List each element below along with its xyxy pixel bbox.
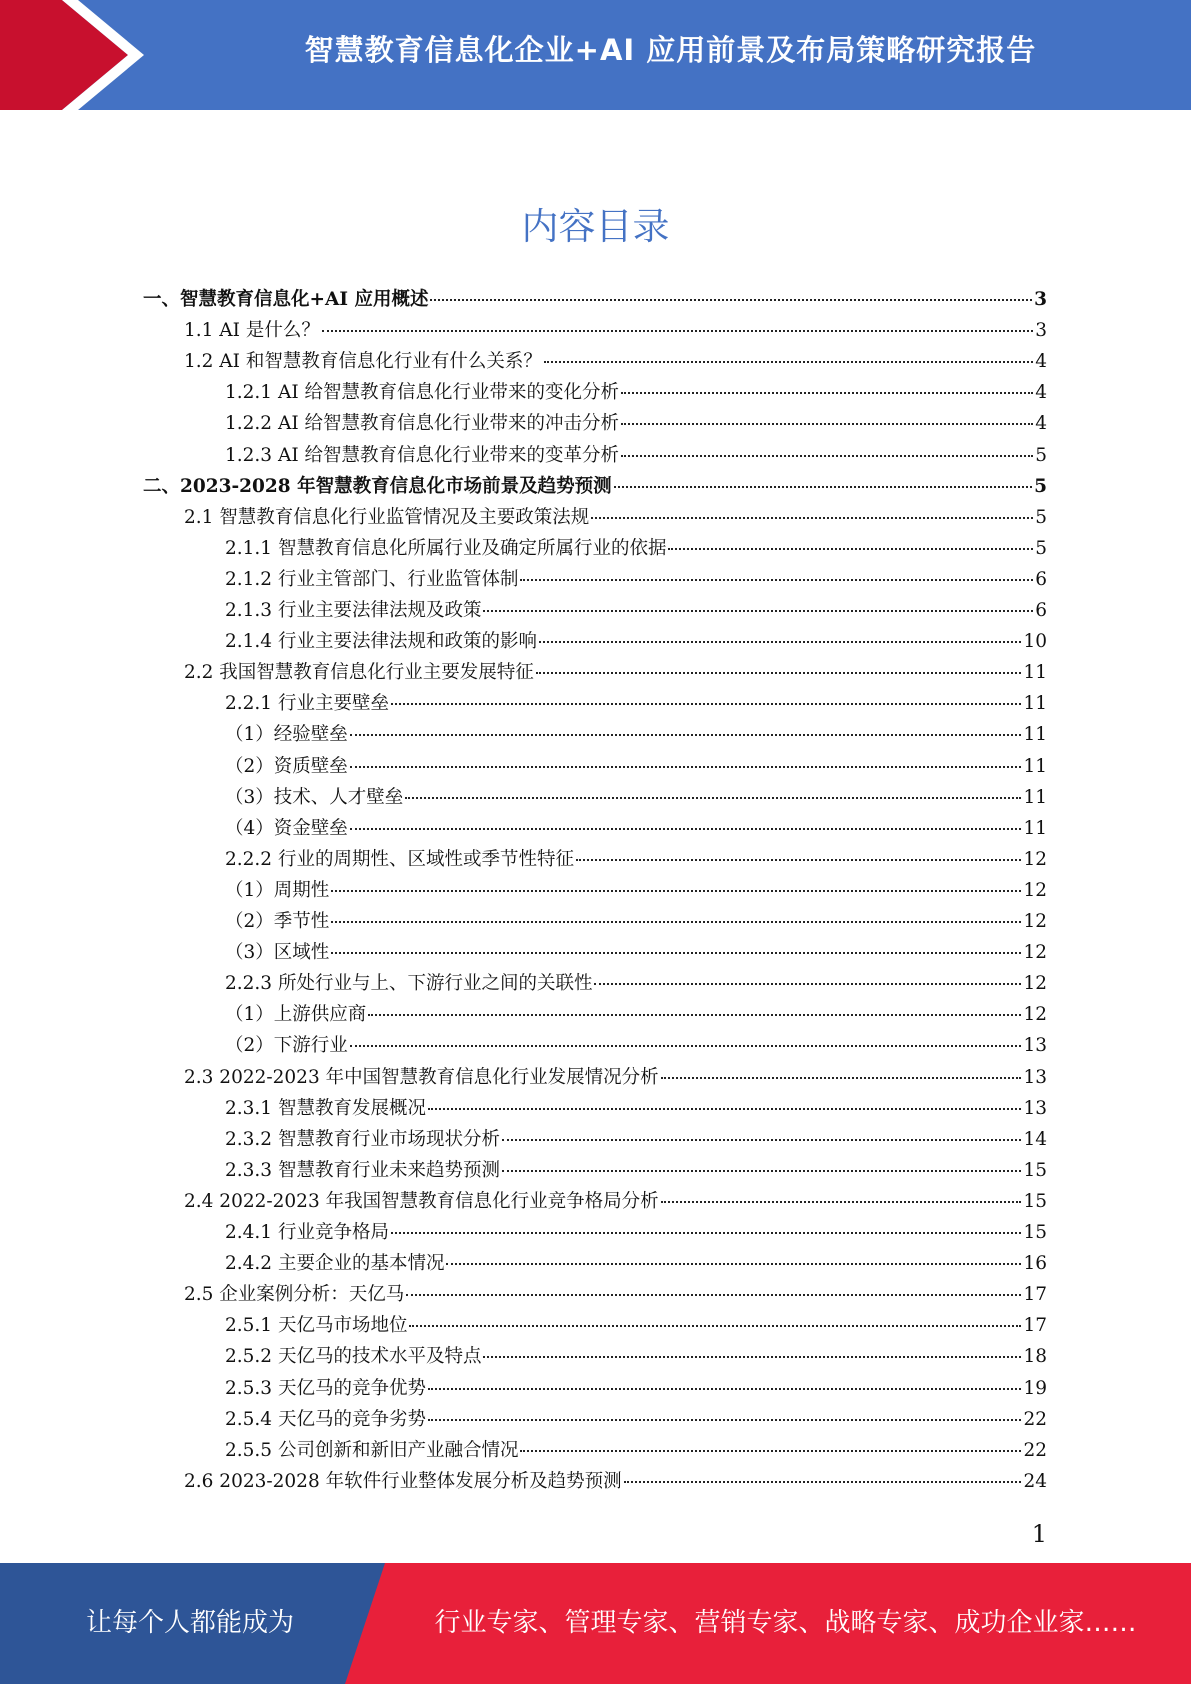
toc-entry-title: 2.4.1 行业竞争格局	[225, 1222, 389, 1243]
toc-entry-title: 2.6 2023-2028 年软件行业整体发展分析及趋势预测	[184, 1470, 622, 1492]
toc-leader-dots	[483, 610, 1033, 612]
toc-entry-page: 16	[1023, 1253, 1047, 1275]
toc-entry[interactable]	[225, 627, 1047, 658]
toc-entry[interactable]	[225, 720, 1047, 751]
toc-entry-title: 2.1.3 行业主要法律法规及政策	[225, 600, 482, 621]
toc-entry-title: 2.5.1 天亿马市场地位	[225, 1315, 408, 1337]
toc-entry-page: 22	[1023, 1439, 1047, 1461]
toc-entry-page: 17	[1023, 1284, 1047, 1306]
toc-entry-page: 5	[1035, 537, 1047, 559]
footer-slogan-left: 让每个人都能成为	[85, 1608, 294, 1638]
toc-entry[interactable]	[184, 1063, 1047, 1094]
toc-leader-dots	[502, 1139, 1021, 1141]
toc-entry-page: 15	[1023, 1159, 1047, 1181]
toc-leader-dots	[544, 361, 1033, 363]
toc-leader-dots	[621, 455, 1033, 457]
toc-entry-title: （1）周期性	[225, 879, 330, 901]
toc-entry-title: 2.1.1 智慧教育信息化所属行业及确定所属行业的依据	[225, 537, 667, 559]
toc-leader-dots	[520, 1450, 1021, 1452]
toc-entry-title: 1.2 AI 和智慧教育信息化行业有什么关系？	[184, 351, 542, 373]
toc-entry-page: 14	[1023, 1128, 1047, 1150]
toc-entry-title: （1）上游供应商	[225, 1004, 367, 1026]
toc-leader-dots	[430, 299, 1032, 301]
toc-entry-title: （2）资质壁垒	[225, 755, 348, 777]
toc-leader-dots	[428, 1419, 1021, 1421]
toc-leader-dots	[576, 859, 1021, 861]
toc-entry-page: 4	[1035, 382, 1047, 404]
toc-leader-dots	[331, 890, 1021, 892]
toc-entry[interactable]	[225, 1374, 1047, 1405]
toc-leader-dots	[591, 517, 1033, 519]
toc-entry-page: 11	[1023, 724, 1047, 746]
toc-leader-dots	[624, 1481, 1022, 1483]
toc-entry-title: 2.3 2022-2023 年中国智慧教育信息化行业发展情况分析	[184, 1066, 659, 1088]
toc-entry-title: 2.5.5 公司创新和新旧产业融合情况	[225, 1439, 519, 1461]
toc-leader-dots	[594, 983, 1021, 985]
toc-entry[interactable]	[225, 876, 1047, 907]
toc-entry-page: 6	[1035, 568, 1047, 590]
toc-entry-title: 2.1 智慧教育信息化行业监管情况及主要政策法规	[184, 506, 590, 528]
toc-entry[interactable]	[225, 689, 1047, 720]
toc-entry-page: 13	[1023, 1097, 1047, 1119]
toc-leader-dots	[483, 1356, 1021, 1358]
toc-entry-title: 1.2.1 AI 给智慧教育信息化行业带来的变化分析	[225, 382, 620, 404]
toc-entry-page: 12	[1023, 942, 1047, 964]
toc-leader-dots	[520, 579, 1033, 581]
toc-entry[interactable]	[184, 1467, 1047, 1498]
report-title: 智慧教育信息化企业+AI 应用前景及布局策略研究报告	[304, 33, 1037, 67]
toc-entry-page: 13	[1023, 1066, 1047, 1088]
toc-entry-title: 2.3.2 智慧教育行业市场现状分析	[225, 1128, 500, 1150]
toc-leader-dots	[668, 548, 1033, 550]
toc-entry-title: 2.1.4 行业主要法律法规和政策的影响	[225, 631, 537, 653]
toc-entry[interactable]	[225, 1094, 1047, 1125]
toc-entry-title: 2.2.1 行业主要壁垒	[225, 693, 389, 715]
toc-entry[interactable]	[225, 969, 1047, 1000]
toc-entry[interactable]	[225, 378, 1047, 409]
toc-heading: 内容目录	[521, 205, 670, 248]
toc-entry-page: 11	[1023, 786, 1047, 808]
toc-entry-page: 15	[1023, 1222, 1047, 1243]
toc-entry-page: 13	[1023, 1035, 1047, 1057]
toc-entry-page: 12	[1023, 973, 1047, 995]
toc-leader-dots	[368, 1014, 1021, 1016]
toc-entry[interactable]	[225, 1218, 1047, 1249]
toc-leader-dots	[322, 330, 1033, 332]
toc-entry-page: 17	[1023, 1315, 1047, 1337]
toc-entry-page: 22	[1023, 1408, 1047, 1430]
toc-entry[interactable]	[225, 1156, 1047, 1187]
toc-entry[interactable]	[184, 316, 1047, 347]
toc-leader-dots	[409, 1325, 1021, 1327]
toc-entry-title: 2.3.3 智慧教育行业未来趋势预测	[225, 1159, 500, 1181]
toc-entry-page: 5	[1034, 475, 1047, 497]
toc-entry-title: （3）区域性	[225, 942, 330, 964]
toc-entry-title: 2.5.2 天亿马的技术水平及特点	[225, 1346, 482, 1368]
toc-entry-title: （2）季节性	[225, 911, 330, 932]
toc-leader-dots	[539, 641, 1021, 643]
toc-entry[interactable]	[225, 845, 1047, 876]
toc-leader-dots	[350, 766, 1022, 768]
toc-leader-dots	[661, 1201, 1022, 1203]
toc-entry-page: 11	[1023, 817, 1047, 839]
toc-entry-title: 2.2.3 所处行业与上、下游行业之间的关联性	[225, 973, 593, 995]
toc-leader-dots	[621, 423, 1033, 425]
toc-entry[interactable]	[225, 938, 1047, 969]
toc-entry[interactable]	[184, 347, 1047, 378]
toc-leader-dots	[391, 703, 1021, 705]
toc-entry[interactable]	[225, 409, 1047, 440]
toc-entry-title: （2）下游行业	[225, 1035, 348, 1057]
page-number: 1	[1031, 1520, 1047, 1548]
toc-entry[interactable]	[225, 814, 1047, 845]
toc-entry-title: （3）技术、人才壁垒	[225, 786, 404, 808]
toc-entry-page: 5	[1035, 444, 1047, 466]
toc-entry-title: 2.2 我国智慧教育信息化行业主要发展特征	[184, 662, 534, 684]
toc-entry-page: 24	[1023, 1470, 1047, 1492]
toc-entry[interactable]	[225, 907, 1047, 938]
toc-entry-page: 11	[1023, 693, 1047, 715]
toc-entry-title: 二、2023-2028 年智慧教育信息化市场前景及趋势预测	[143, 475, 612, 497]
toc-leader-dots	[331, 921, 1021, 923]
toc-leader-dots	[621, 392, 1033, 394]
toc-entry-title: 2.4 2022-2023 年我国智慧教育信息化行业竞争格局分析	[184, 1190, 659, 1212]
toc-entry-title: 2.4.2 主要企业的基本情况	[225, 1253, 445, 1275]
toc-leader-dots	[391, 1232, 1021, 1234]
toc-entry[interactable]	[225, 1342, 1047, 1373]
toc-entry-title: 一、智慧教育信息化+AI 应用概述	[143, 289, 429, 310]
toc-entry-page: 4	[1035, 351, 1047, 373]
toc-entry[interactable]	[184, 658, 1047, 689]
toc-entry[interactable]	[225, 752, 1047, 783]
toc-entry[interactable]	[225, 565, 1047, 596]
toc-entry-page: 18	[1023, 1346, 1047, 1368]
toc-entry[interactable]	[225, 1031, 1047, 1062]
toc-entry[interactable]	[225, 1125, 1047, 1156]
toc-entry-title: 2.5.4 天亿马的竞争劣势	[225, 1408, 426, 1430]
toc-entry-title: （4）资金壁垒	[225, 817, 348, 839]
toc-entry-page: 15	[1023, 1190, 1047, 1212]
toc-entry-page: 19	[1023, 1377, 1047, 1399]
toc-entry[interactable]	[225, 441, 1047, 472]
toc-entry-title: 2.5 企业案例分析：天亿马	[184, 1284, 405, 1306]
toc-leader-dots	[350, 828, 1022, 830]
toc-entry[interactable]	[225, 1436, 1047, 1467]
toc-entry[interactable]	[225, 1249, 1047, 1280]
toc-leader-dots	[350, 734, 1022, 736]
toc-entry[interactable]	[225, 1000, 1047, 1031]
toc-entry[interactable]	[143, 285, 1047, 316]
toc-leader-dots	[331, 952, 1021, 954]
toc-entry-title: （1）经验壁垒	[225, 724, 348, 746]
toc-entry-page: 11	[1023, 662, 1047, 684]
footer-slogan-right: 行业专家、管理专家、营销专家、战略专家、成功企业家……	[434, 1608, 1137, 1638]
toc-leader-dots	[428, 1108, 1021, 1110]
toc-entry-title: 1.2.3 AI 给智慧教育信息化行业带来的变革分析	[225, 444, 620, 466]
toc-entry-page: 10	[1023, 631, 1047, 653]
toc-entry-page: 12	[1023, 911, 1047, 932]
toc-entry-title: 2.1.2 行业主管部门、行业监管体制	[225, 568, 519, 590]
toc-leader-dots	[661, 1077, 1022, 1079]
toc-entry-title: 1.2.2 AI 给智慧教育信息化行业带来的冲击分析	[225, 413, 620, 435]
toc-entry[interactable]	[225, 783, 1047, 814]
toc-entry-page: 5	[1035, 506, 1047, 528]
toc-entry[interactable]	[225, 534, 1047, 565]
toc-entry[interactable]	[184, 503, 1047, 534]
toc-entry-page: 12	[1023, 1004, 1047, 1026]
toc-leader-dots	[350, 1045, 1022, 1047]
toc-entry[interactable]	[184, 1280, 1047, 1311]
toc-leader-dots	[502, 1170, 1021, 1172]
toc-entry-page: 6	[1035, 600, 1047, 621]
toc-entry-page: 4	[1035, 413, 1047, 435]
toc-entry-title: 1.1 AI 是什么？	[184, 320, 320, 342]
toc-entry-title: 2.5.3 天亿马的竞争优势	[225, 1377, 426, 1399]
toc-entry-page: 3	[1034, 289, 1047, 310]
toc-entry-page: 11	[1023, 755, 1047, 777]
toc-entry[interactable]	[184, 1187, 1047, 1218]
toc-leader-dots	[536, 672, 1022, 674]
toc-entry-title: 2.2.2 行业的周期性、区域性或季节性特征	[225, 848, 574, 870]
toc-leader-dots	[614, 486, 1033, 488]
toc-leader-dots	[446, 1263, 1021, 1265]
toc-entry-page: 3	[1035, 320, 1047, 342]
toc-entry-title: 2.3.1 智慧教育发展概况	[225, 1097, 426, 1119]
toc-entry[interactable]	[225, 1311, 1047, 1342]
toc-entry[interactable]	[225, 596, 1047, 627]
toc-entry-page: 12	[1023, 848, 1047, 870]
toc-leader-dots	[428, 1388, 1021, 1390]
toc-leader-dots	[405, 797, 1021, 799]
toc-leader-dots	[406, 1294, 1021, 1296]
toc-entry[interactable]	[225, 1405, 1047, 1436]
toc-entry-page: 12	[1023, 879, 1047, 901]
toc-entry[interactable]	[143, 472, 1047, 503]
